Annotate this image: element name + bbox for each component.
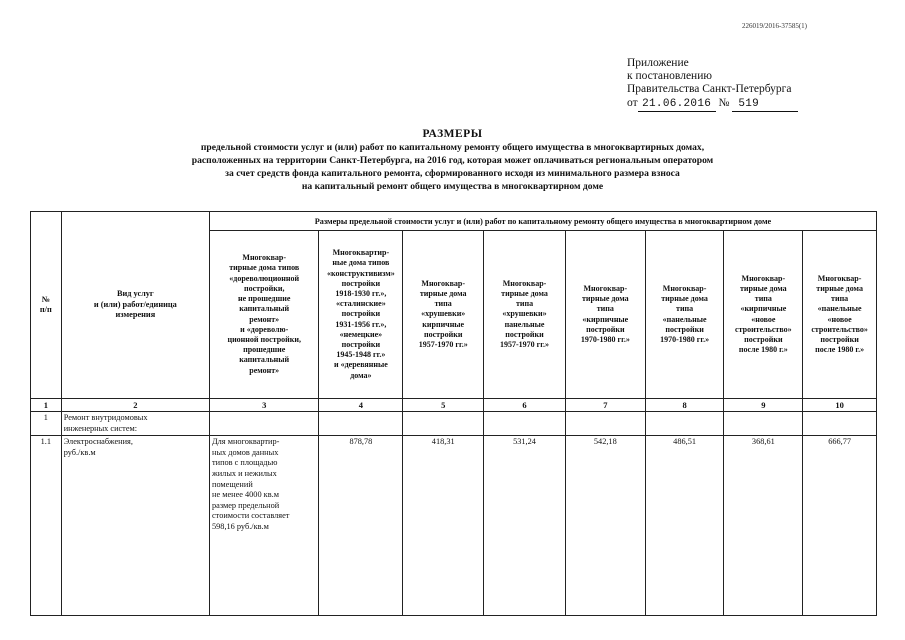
column-number-row [31,399,877,412]
cost-value [565,412,645,436]
appendix-line-3: Правительства Санкт-Петербурга [627,83,792,96]
cost-value [803,412,877,436]
column-number: 9 [724,399,803,412]
cost-note: Для многоквартир- ных домов данных типов с площадью жилых и нежилых помещений не менее 4000 кв.м размер предельной стоимости составляет 598,16 руб./кв.м [210,436,319,616]
decree-date: 21.06.2016 [638,98,716,112]
row-number: 1 [31,412,62,436]
service-name: Электроснабжения, руб./кв.м [61,436,209,616]
subtitle-line-3: за счет средств фонда капитального ремонта, сформированного исходя из минимального размера взноса [225,168,680,179]
row-number: 1.1 [31,436,62,616]
cost-value: 418,31 [403,436,484,616]
header-row-number: № п/п [31,212,62,399]
header-house-type: Многоквар- тирные дома типов «дореволюционной постройки, не прошедшие капитальный ремонт» и «дореволю- ционной постройки, прошедшие капитальный ремонт» [210,231,319,399]
column-number: 2 [61,399,209,412]
header-house-type: Многоквар- тирные дома типа «панельные «новое строительство» постройки после 1980 г.» [803,231,877,399]
cost-value: 531,24 [484,436,566,616]
header-house-type: Многоквар- тирные дома типа «кирпичные постройки 1970-1980 гг.» [565,231,645,399]
header-service-type: Вид услуг и (или) работ/единица измерения [61,212,209,399]
cost-value [484,412,566,436]
subtitle-line-2: расположенных на территории Санкт-Петербурга, на 2016 год, которая может оплачиваться региональным оператором [191,155,714,166]
appendix-line-1: Приложение [627,57,689,69]
cost-table [30,211,877,616]
appendix-line-4 [627,97,798,112]
column-number: 1 [31,399,62,412]
column-number: 5 [403,399,484,412]
column-number: 4 [319,399,403,412]
cost-value [645,412,724,436]
column-number: 8 [645,399,724,412]
from-label: от [627,96,638,109]
header-house-type: Многоквартир- ные дома типов «конструктивизм» постройки 1918-1930 гг.», «сталинские» постройки 1931-1956 гг.», «немецкие» постройки 1945-1948 гг.» и «деревянные дома» [319,231,403,399]
appendix-block [627,57,798,112]
cost-value: 666,77 [803,436,877,616]
appendix-line-2: к постановлению [627,70,712,83]
subtitle-line-4: на капитальный ремонт общего имущества в многоквартирном доме [301,181,604,192]
document-subtitle [120,141,785,193]
cost-value: 486,51 [645,436,724,616]
header-cost-group: Размеры предельной стоимости услуг и (или) работ по капитальному ремонту общего имущества в многоквартирном доме [210,212,877,231]
column-number: 10 [803,399,877,412]
header-house-type: Многоквар- тирные дома типа «хрушевки» панельные постройки 1957-1970 гг.» [484,231,566,399]
column-number: 7 [565,399,645,412]
cost-value: 542,18 [565,436,645,616]
cost-value [724,412,803,436]
column-number: 6 [484,399,566,412]
cost-value: 368,61 [724,436,803,616]
cost-value [210,412,319,436]
cost-value: 878,78 [319,436,403,616]
header-house-type: Многоквар- тирные дома типа «панельные постройки 1970-1980 гг.» [645,231,724,399]
table-row [31,412,877,436]
document-code: 226019/2016-37585(1) [742,22,807,30]
cost-value [319,412,403,436]
header-house-type: Многоквар- тирные дома типа «кирпичные «новое строительство» постройки после 1980 г.» [724,231,803,399]
cost-value [403,412,484,436]
header-house-type: Многоквар- тирные дома типа «хрушевки» кирпичные постройки 1957-1970 гг.» [403,231,484,399]
decree-number: 519 [732,98,798,112]
subtitle-line-1: предельной стоимости услуг и (или) работ по капитальному ремонту общего имущества в многоквартирных домах, [200,142,705,153]
number-label: № [718,96,730,109]
table-row [31,436,877,616]
service-name: Ремонт внутридомовых инженерных систем: [61,412,209,436]
column-number: 3 [210,399,319,412]
document-title: РАЗМЕРЫ [422,128,483,140]
